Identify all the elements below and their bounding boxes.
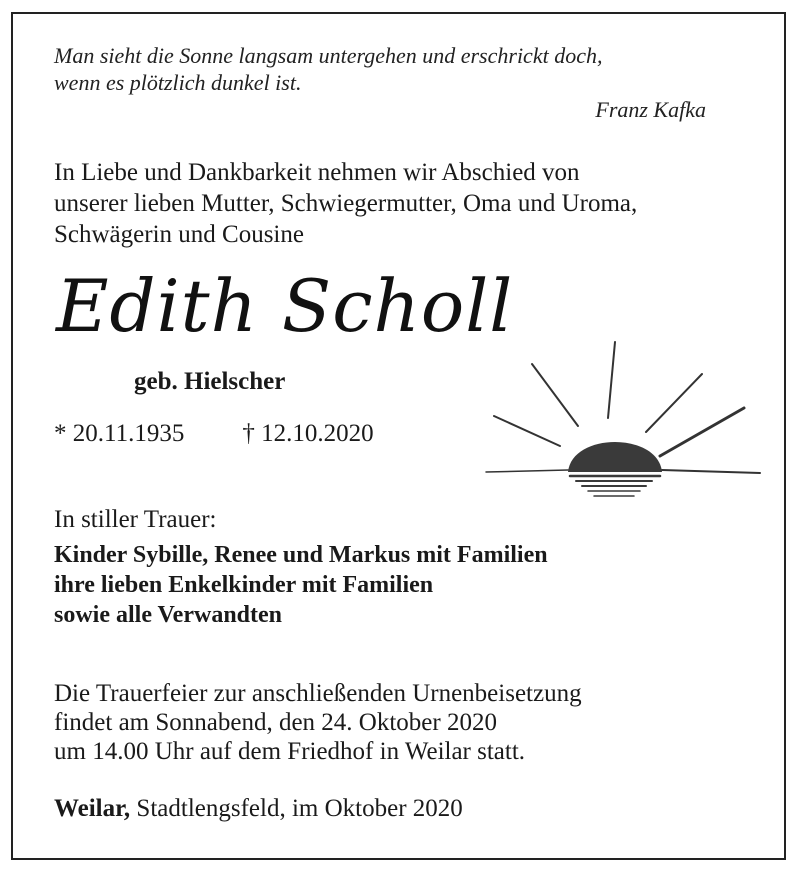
maiden-name: geb. Hielscher [134,368,286,395]
closing-place: Weilar, [54,795,131,822]
death-date: † 12.10.2020 [242,420,374,447]
intro-line: Schwägerin und Cousine [54,221,304,248]
mourner-line: sowie alle Verwandten [54,602,282,628]
deceased-name: Edith Scholl [56,264,514,348]
farewell-intro [54,157,774,250]
sunset-icon [480,336,766,506]
birth-date: * 20.11.1935 [54,420,185,447]
life-dates [54,418,374,449]
quote-line: Man sieht die Sonne langsam untergehen und erschrickt doch, [54,43,603,68]
ceremony-line: findet am Sonnabend, den 24. Oktober 2020 [54,709,497,736]
closing-rest: Stadtlengsfeld, im Oktober 2020 [130,795,463,822]
intro-line: unserer lieben Mutter, Schwiegermutter, Oma und Uroma, [54,190,638,217]
mourner-line: Kinder Sybille, Renee und Markus mit Familien [54,542,548,568]
ceremony-line: Die Trauerfeier zur anschließenden Urnenbeisetzung [54,680,582,707]
closing-line [54,793,463,824]
mourners-list [54,540,548,630]
mourning-intro: In stiller Trauer: [54,506,217,533]
quote-author: Franz Kafka [595,97,706,122]
kafka-quote [54,42,602,96]
ceremony-line: um 14.00 Uhr auf dem Friedhof in Weilar statt. [54,738,526,765]
mourner-line: ihre lieben Enkelkinder mit Familien [54,572,434,598]
quote-line: wenn es plötzlich dunkel ist. [54,70,302,95]
intro-line: In Liebe und Dankbarkeit nehmen wir Abschied von [54,159,580,186]
ceremony-info [54,679,582,766]
